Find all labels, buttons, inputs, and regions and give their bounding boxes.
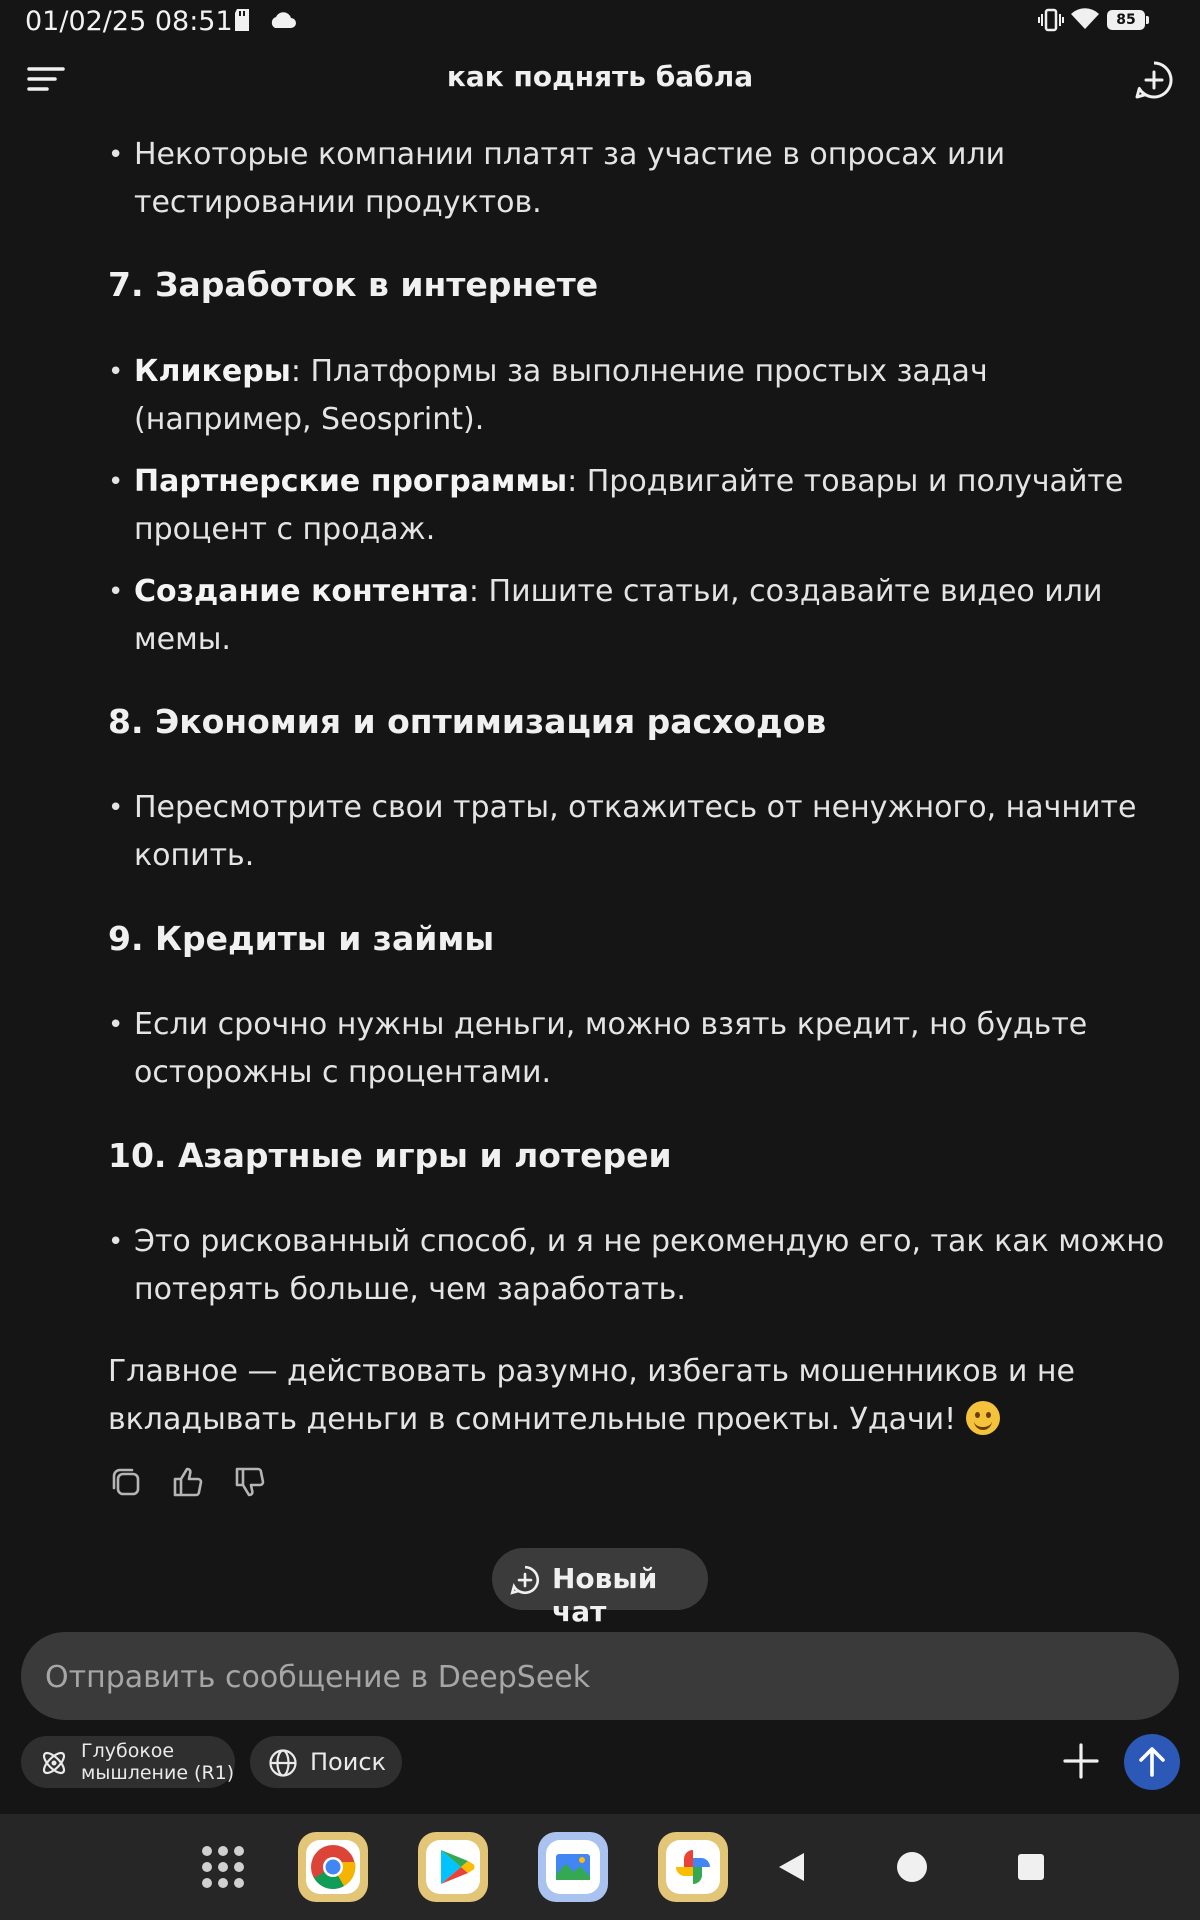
list-item-bold: Партнерские программы bbox=[134, 464, 568, 499]
cloud-icon bbox=[267, 10, 297, 34]
app-drawer-icon[interactable] bbox=[200, 1844, 246, 1894]
play-store-app-icon[interactable] bbox=[418, 1832, 488, 1902]
arrow-up-icon bbox=[1138, 1746, 1166, 1778]
deep-think-toggle[interactable] bbox=[21, 1736, 235, 1788]
battery-indicator: 85 bbox=[1107, 10, 1145, 30]
list-item-bold: Кликеры bbox=[134, 354, 291, 389]
list-item bbox=[108, 1001, 1168, 1097]
message-input-container bbox=[21, 1632, 1179, 1720]
list-item bbox=[108, 1218, 1168, 1314]
play-store-logo bbox=[426, 1840, 480, 1894]
closing-text: Главное — действовать разумно, избегать мошенников и не вкладывать деньги в сомнительные проекты. Удачи! bbox=[108, 1354, 1075, 1437]
status-bar bbox=[0, 0, 1200, 42]
list-item-text: Некоторые компании платят за участие в опросах или тестировании продуктов. bbox=[134, 137, 1006, 220]
deep-think-label-line1: Глубокое bbox=[81, 1740, 175, 1762]
new-chat-label: Новый чат bbox=[552, 1562, 658, 1628]
list-item-rest: : Пишите статьи, создавайте видео или мемы. bbox=[134, 574, 1103, 657]
search-toggle[interactable] bbox=[250, 1736, 402, 1788]
section-heading: 9. Кредиты и займы bbox=[108, 919, 495, 958]
list-item bbox=[108, 784, 1168, 880]
list-item-rest: : Продвигайте товары и получайте процент с продаж. bbox=[134, 464, 1124, 547]
status-time: 01/02/25 08:51 bbox=[25, 6, 233, 37]
list-item-text: Пересмотрите свои траты, откажитесь от ненужного, начните копить. bbox=[134, 790, 1137, 873]
files-app-icon[interactable] bbox=[538, 1832, 608, 1902]
thumbs-up-icon[interactable] bbox=[170, 1464, 206, 1500]
section-heading: 7. Заработок в интернете bbox=[108, 265, 599, 304]
section-heading: 10. Азартные игры и лотереи bbox=[108, 1136, 672, 1175]
sd-card-icon bbox=[233, 8, 251, 36]
system-navigation-bar bbox=[0, 1814, 1200, 1920]
plus-icon bbox=[1060, 1740, 1102, 1782]
back-icon[interactable] bbox=[776, 1850, 808, 1888]
recents-icon[interactable] bbox=[1016, 1852, 1046, 1886]
list-item bbox=[108, 458, 1168, 554]
chrome-app-icon[interactable] bbox=[298, 1832, 368, 1902]
bullet-marker: • bbox=[108, 1010, 124, 1040]
bullet-marker: • bbox=[108, 577, 124, 607]
photos-app-icon[interactable] bbox=[658, 1832, 728, 1902]
vibrate-icon bbox=[1038, 8, 1064, 36]
list-item-text bbox=[108, 458, 1168, 554]
bullet-marker: • bbox=[108, 1227, 124, 1257]
chat-title: как поднять бабла bbox=[446, 60, 754, 93]
send-button[interactable] bbox=[1124, 1734, 1180, 1790]
home-icon[interactable] bbox=[895, 1850, 929, 1888]
bullet-marker: • bbox=[108, 793, 124, 823]
smiling-face-emoji-icon bbox=[966, 1401, 1000, 1435]
list-item bbox=[108, 131, 1168, 227]
thumbs-down-icon[interactable] bbox=[232, 1464, 268, 1500]
message-input[interactable] bbox=[43, 1632, 1147, 1722]
files-logo bbox=[546, 1840, 600, 1894]
chrome-logo bbox=[306, 1840, 360, 1894]
section-heading: 8. Экономия и оптимизация расходов bbox=[108, 702, 827, 741]
search-label: Поиск bbox=[310, 1748, 387, 1776]
list-item-text: Это рискованный способ, и я не рекомендую его, так как можно потерять больше, чем заработать. bbox=[134, 1224, 1165, 1307]
list-item-text bbox=[108, 348, 1168, 444]
list-item-rest: : Платформы за выполнение простых задач (например, Seosprint). bbox=[134, 354, 988, 437]
bullet-marker: • bbox=[108, 140, 124, 170]
list-item bbox=[108, 348, 1168, 444]
globe-icon bbox=[268, 1748, 298, 1778]
attach-plus-button[interactable] bbox=[1060, 1740, 1102, 1782]
list-item bbox=[108, 568, 1168, 664]
deep-think-label-line2: мышление (R1) bbox=[81, 1762, 235, 1784]
new-chat-icon-button[interactable] bbox=[1134, 60, 1174, 100]
atom-icon bbox=[39, 1748, 69, 1778]
chat-message-area[interactable] bbox=[0, 116, 1200, 1606]
wifi-icon bbox=[1070, 7, 1100, 35]
copy-icon[interactable] bbox=[108, 1464, 144, 1500]
closing-paragraph bbox=[108, 1348, 1178, 1444]
bullet-marker: • bbox=[108, 357, 124, 387]
list-item-text: Если срочно нужны деньги, можно взять кредит, но будьте осторожны с процентами. bbox=[134, 1007, 1088, 1090]
photos-logo bbox=[666, 1840, 720, 1894]
top-app-bar bbox=[0, 42, 1200, 116]
list-item-text bbox=[108, 568, 1168, 664]
bullet-marker: • bbox=[108, 467, 124, 497]
new-chat-button[interactable] bbox=[492, 1548, 708, 1628]
new-chat-icon bbox=[510, 1565, 540, 1595]
list-item-bold: Создание контента bbox=[134, 574, 469, 609]
